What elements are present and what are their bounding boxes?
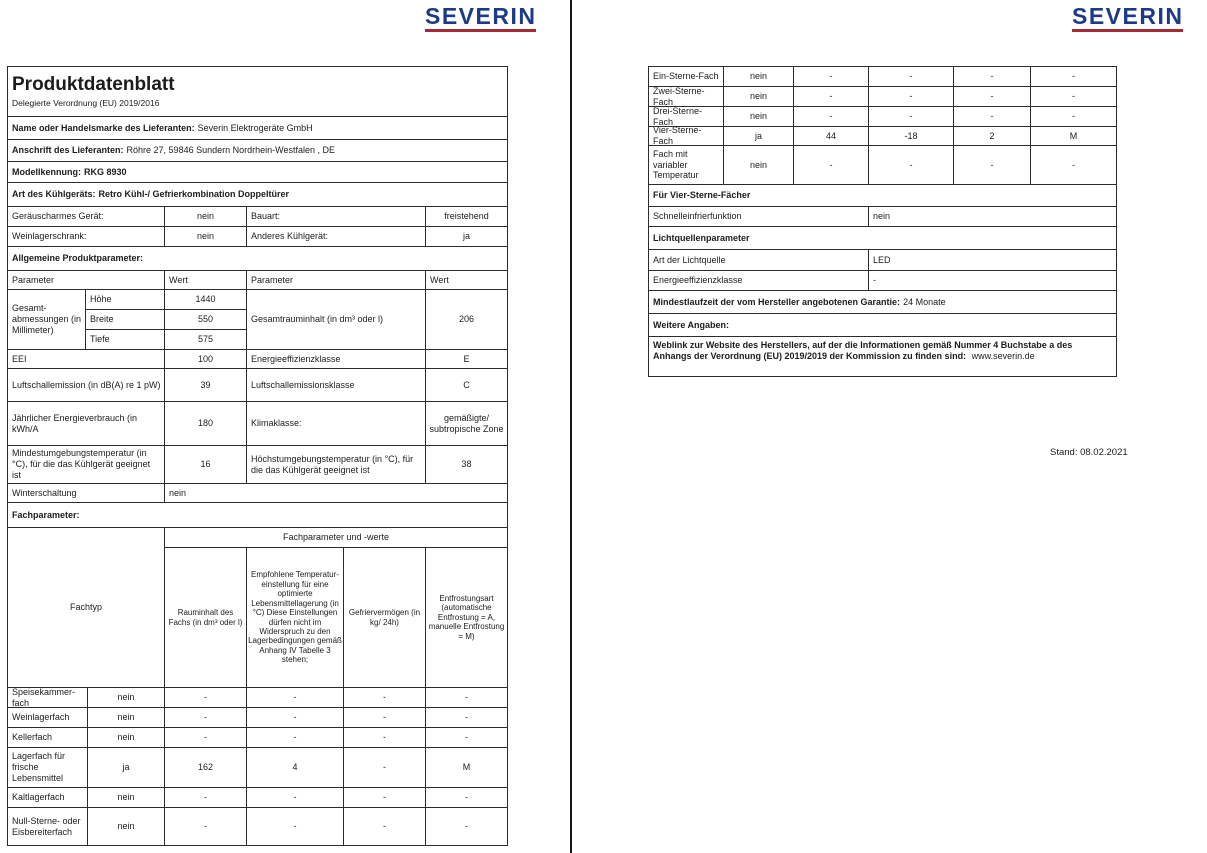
page-subtitle: Delegierte Verordnung (EU) 2019/2016	[12, 97, 160, 108]
compartment-label: Drei-Sterne-Fach	[649, 107, 724, 126]
compartment-capacity: -	[344, 808, 426, 845]
compartment-label: Lagerfach für frische Lebensmittel	[8, 748, 88, 787]
light-type-row	[649, 250, 1116, 271]
title-row	[8, 67, 507, 117]
compartment-flag: nein	[724, 67, 794, 86]
model-cell	[8, 162, 507, 182]
appliance-type-value: Retro Kühl-/ Gefrierkombination Doppeltürer	[98, 189, 290, 200]
annual-energy-value: 180	[165, 402, 247, 445]
compartment-label: Zwei-Sterne-Fach	[649, 87, 724, 106]
table-row	[8, 207, 507, 227]
supplier-cell	[8, 117, 507, 139]
max-ambient-temp-value: 38	[461, 459, 472, 470]
param-header: Parameter	[8, 271, 165, 289]
section-general-params-label: Allgemeine Produktparameter:	[12, 253, 144, 264]
quiet-appliance-label: Geräuscharmes Gerät:	[8, 207, 165, 226]
address-value: Röhre 27, 59846 Sundern Nordrhein-Westfalen , DE	[126, 145, 335, 156]
dimensions-row	[8, 290, 507, 350]
compartment-capacity: -	[954, 107, 1031, 126]
compartment-capacity: -	[344, 788, 426, 807]
supplier-row	[8, 117, 507, 140]
min-ambient-temp-label: Mindestumgebungstemperatur (in °C), für die das Kühlgerät geeignet ist	[8, 446, 165, 483]
compartment-temp: -	[247, 688, 344, 707]
temp-setting-col-header: Empfohlene Temperatur-einstellung für eine optimierte Lebensmittellagerung (in °C) Diese Einstellungen dürfen nicht im Widerspruch zu den Lagerbedingungen gemäß Anhang IV Tabelle 3 stehen;	[247, 548, 344, 687]
compartment-volume: -	[794, 67, 869, 86]
compartment-volume: -	[165, 728, 247, 747]
compartment-label: Ein-Sterne-Fach	[649, 67, 724, 86]
energy-class-label: Energieeffizienzklasse	[247, 350, 426, 368]
table-row	[649, 87, 1116, 107]
supplier-label: Name oder Handelsmarke des Lieferanten:	[12, 122, 195, 133]
compartment-capacity: -	[954, 146, 1031, 184]
compartment-defrost: -	[1072, 91, 1075, 102]
model-value: RKG 8930	[84, 166, 127, 177]
supplier-value: Severin Elektrogeräte GmbH	[197, 122, 313, 133]
compartment-capacity: -	[344, 688, 426, 707]
table-row	[8, 708, 507, 728]
severin-logo	[1072, 5, 1183, 32]
wert-header: Wert	[430, 274, 449, 285]
compartment-temp: -	[247, 708, 344, 727]
compartment-volume: -	[794, 146, 869, 184]
title-cell	[8, 67, 507, 116]
eei-value: 100	[165, 350, 247, 368]
light-energy-class-value: -	[873, 275, 876, 286]
compartment-label: Kaltlagerfach	[8, 788, 88, 807]
compartment-volume: 162	[165, 748, 247, 787]
table-row	[8, 808, 507, 845]
compartment-defrost: -	[1072, 71, 1075, 82]
param-header: Parameter	[247, 271, 426, 289]
compartment-volume: -	[165, 708, 247, 727]
compartment-volume: -	[165, 688, 247, 707]
compartment-defrost: -	[465, 821, 468, 832]
severin-logo-text: SEVERIN	[425, 5, 536, 32]
compartment-label: Null-Sterne- oder Eisbereiterfach	[8, 808, 88, 845]
compartment-flag: nein	[88, 728, 165, 747]
severin-logo	[425, 5, 536, 32]
compartment-defrost: M	[1069, 130, 1078, 141]
table-row	[8, 788, 507, 808]
section-light-source	[649, 227, 1116, 250]
compartment-temp: -	[869, 87, 954, 106]
min-ambient-temp-value: 16	[165, 446, 247, 483]
compartment-label: Speisekammer-fach	[8, 688, 88, 707]
compartment-volume: 44	[794, 127, 869, 145]
other-appliance-value: ja	[462, 231, 470, 242]
volume-col-header: Rauminhalt des Fachs (in dm³ oder l)	[165, 548, 247, 687]
warranty-value: 24 Monate	[903, 296, 946, 307]
depth-label: Tiefe	[86, 330, 165, 349]
datasheet-page2	[648, 66, 1117, 377]
table-row	[649, 107, 1116, 127]
light-energy-class-label: Energieeffizienzklasse	[649, 271, 869, 290]
table-row	[8, 728, 507, 748]
compartment-label: Kellerfach	[8, 728, 88, 747]
compartment-flag: ja	[724, 127, 794, 145]
compartment-label: Weinlagerfach	[8, 708, 88, 727]
table-row	[8, 446, 507, 484]
quiet-appliance-value: nein	[165, 207, 247, 226]
model-row	[8, 162, 507, 183]
compartment-header-group	[165, 528, 507, 687]
light-type-label: Art der Lichtquelle	[649, 250, 869, 270]
fast-freeze-value: nein	[873, 211, 891, 222]
table-row	[8, 402, 507, 446]
fast-freeze-label: Schnelleinfrierfunktion	[649, 207, 869, 226]
compartment-flag: nein	[88, 808, 165, 845]
wine-cabinet-label: Weinlagerschrank:	[8, 227, 165, 246]
noise-class-value: C	[463, 379, 470, 390]
compartment-volume: -	[794, 87, 869, 106]
table-row	[8, 350, 507, 369]
width-value: 550	[197, 314, 214, 325]
section-four-star	[649, 185, 1116, 207]
compartment-capacity: -	[954, 67, 1031, 86]
warranty-label: Mindestlaufzeit der vom Hersteller angebotenen Garantie:	[653, 296, 901, 307]
table-row	[86, 330, 246, 349]
compartment-temp: -18	[869, 127, 954, 145]
compartment-capacity: -	[344, 728, 426, 747]
height-label: Höhe	[86, 290, 165, 309]
wine-cabinet-value: nein	[165, 227, 247, 246]
winter-setting-row	[8, 484, 507, 503]
compartment-defrost: -	[1072, 159, 1075, 170]
model-label: Modellkennung:	[12, 166, 81, 177]
appliance-type-label: Art des Kühlgeräts:	[12, 189, 96, 200]
compartment-capacity: 2	[954, 127, 1031, 145]
compartment-temp: -	[247, 808, 344, 845]
width-label: Breite	[86, 310, 165, 329]
light-type-value: LED	[873, 254, 891, 265]
compartment-label: Fach mit variabler Temperatur	[649, 146, 724, 184]
section-compartment-params	[8, 503, 507, 528]
winter-setting-label: Winterschaltung	[8, 484, 165, 502]
compartment-temp: -	[869, 67, 954, 86]
table-row	[8, 748, 507, 788]
table-row	[86, 310, 246, 330]
section-four-star-label: Für Vier-Sterne-Fächer	[653, 190, 751, 201]
depth-value: 575	[197, 334, 214, 345]
address-label: Anschrift des Lieferanten:	[12, 145, 124, 156]
compartment-volume: -	[165, 808, 247, 845]
compartment-defrost: -	[465, 692, 468, 703]
compartment-capacity: -	[344, 748, 426, 787]
weblink-row	[649, 337, 1116, 376]
compartment-defrost: -	[1072, 111, 1075, 122]
dimensions-label: Gesamt-abmessungen (in Millimeter)	[8, 290, 86, 349]
compartment-capacity: -	[344, 708, 426, 727]
noise-value: 39	[165, 369, 247, 401]
height-value: 1440	[195, 294, 216, 305]
section-general-params	[8, 247, 507, 271]
compartment-flag: nein	[88, 688, 165, 707]
compartment-flag: ja	[88, 748, 165, 787]
compartment-temp: 4	[247, 748, 344, 787]
dimensions-subtable	[86, 290, 247, 349]
light-energy-class-row	[649, 271, 1116, 291]
compartment-flag: nein	[724, 107, 794, 126]
weblink-label: Weblink zur Website des Herstellers, auf der die Informationen gemäß Nummer 4 Buchstabe a des Anhangs der Verordnung (EU) 2019/2019 der Kommission zu finden sind:	[653, 340, 1073, 361]
compartment-header-row	[8, 528, 507, 688]
table-row	[8, 227, 507, 247]
address-cell	[8, 140, 507, 161]
section-compartment-params-label: Fachparameter:	[12, 509, 80, 520]
compartment-defrost: -	[465, 732, 468, 743]
compartment-flag: nein	[88, 708, 165, 727]
compartment-temp: -	[869, 107, 954, 126]
compartment-label: Vier-Sterne-Fach	[649, 127, 724, 145]
page-title: Produktdatenblatt	[12, 73, 175, 95]
compartment-defrost: -	[465, 712, 468, 723]
appliance-type-row	[8, 183, 507, 207]
table-row	[8, 688, 507, 708]
compartment-flag: nein	[88, 788, 165, 807]
total-volume-value: 206	[458, 314, 475, 325]
compartment-flag: nein	[724, 146, 794, 184]
group-header: Fachparameter und -werte	[165, 528, 507, 548]
fast-freeze-row	[649, 207, 1116, 227]
winter-setting-value: nein	[169, 487, 187, 498]
total-volume-label: Gesamtrauminhalt (in dm³ oder l)	[247, 290, 426, 349]
address-row	[8, 140, 507, 162]
design-label: Bauart:	[247, 207, 426, 226]
section-further-info-label: Weitere Angaben:	[653, 319, 730, 330]
compartment-defrost: -	[465, 792, 468, 803]
other-appliance-label: Anderes Kühlgerät:	[247, 227, 426, 246]
section-light-source-label: Lichtquellenparameter	[653, 232, 750, 243]
design-value: freistehend	[444, 211, 489, 222]
compartment-temp: -	[869, 146, 954, 184]
annual-energy-label: Jährlicher Energieverbrauch (in kWh/A	[8, 402, 165, 445]
column-headers	[165, 548, 507, 687]
energy-class-value: E	[463, 353, 470, 364]
climate-class-label: Klimaklasse:	[247, 402, 426, 445]
noise-label: Luftschallemission (in dB(A) re 1 pW)	[8, 369, 165, 401]
compartment-volume: -	[794, 107, 869, 126]
datasheet-page1	[7, 66, 508, 846]
table-row	[649, 67, 1116, 87]
climate-class-value: gemäßigte/ subtropische Zone	[429, 412, 504, 434]
table-row	[649, 127, 1116, 146]
warranty-row	[649, 291, 1116, 314]
eei-label: EEI	[8, 350, 165, 368]
compartment-flag: nein	[724, 87, 794, 106]
table-row	[86, 290, 246, 310]
page-divider	[570, 0, 572, 853]
compartment-temp: -	[247, 788, 344, 807]
compartment-defrost: M	[462, 762, 471, 773]
compartment-temp: -	[247, 728, 344, 747]
fachtyp-header: Fachtyp	[8, 528, 165, 687]
weblink-url: www.severin.de	[971, 350, 1035, 361]
compartment-capacity: -	[954, 87, 1031, 106]
revision-date: Stand: 08.02.2021	[1050, 447, 1128, 458]
table-row	[8, 369, 507, 402]
noise-class-label: Luftschallemissionsklasse	[247, 369, 426, 401]
compartment-volume: -	[165, 788, 247, 807]
param-header-row	[8, 271, 507, 290]
severin-logo-text: SEVERIN	[1072, 5, 1183, 32]
section-further-info	[649, 314, 1116, 337]
freezing-capacity-col-header: Gefriervermögen (in kg/ 24h)	[344, 548, 426, 687]
wert-header: Wert	[165, 271, 247, 289]
table-row	[649, 146, 1116, 185]
max-ambient-temp-label: Höchstumgebungstemperatur (in °C), für die das Kühlgerät geeignet ist	[247, 446, 426, 483]
defrost-type-col-header: Entfrostungsart (automatische Entfrostung = A, manuelle Entfrostung = M)	[428, 593, 505, 641]
appliance-type-cell	[8, 183, 507, 206]
